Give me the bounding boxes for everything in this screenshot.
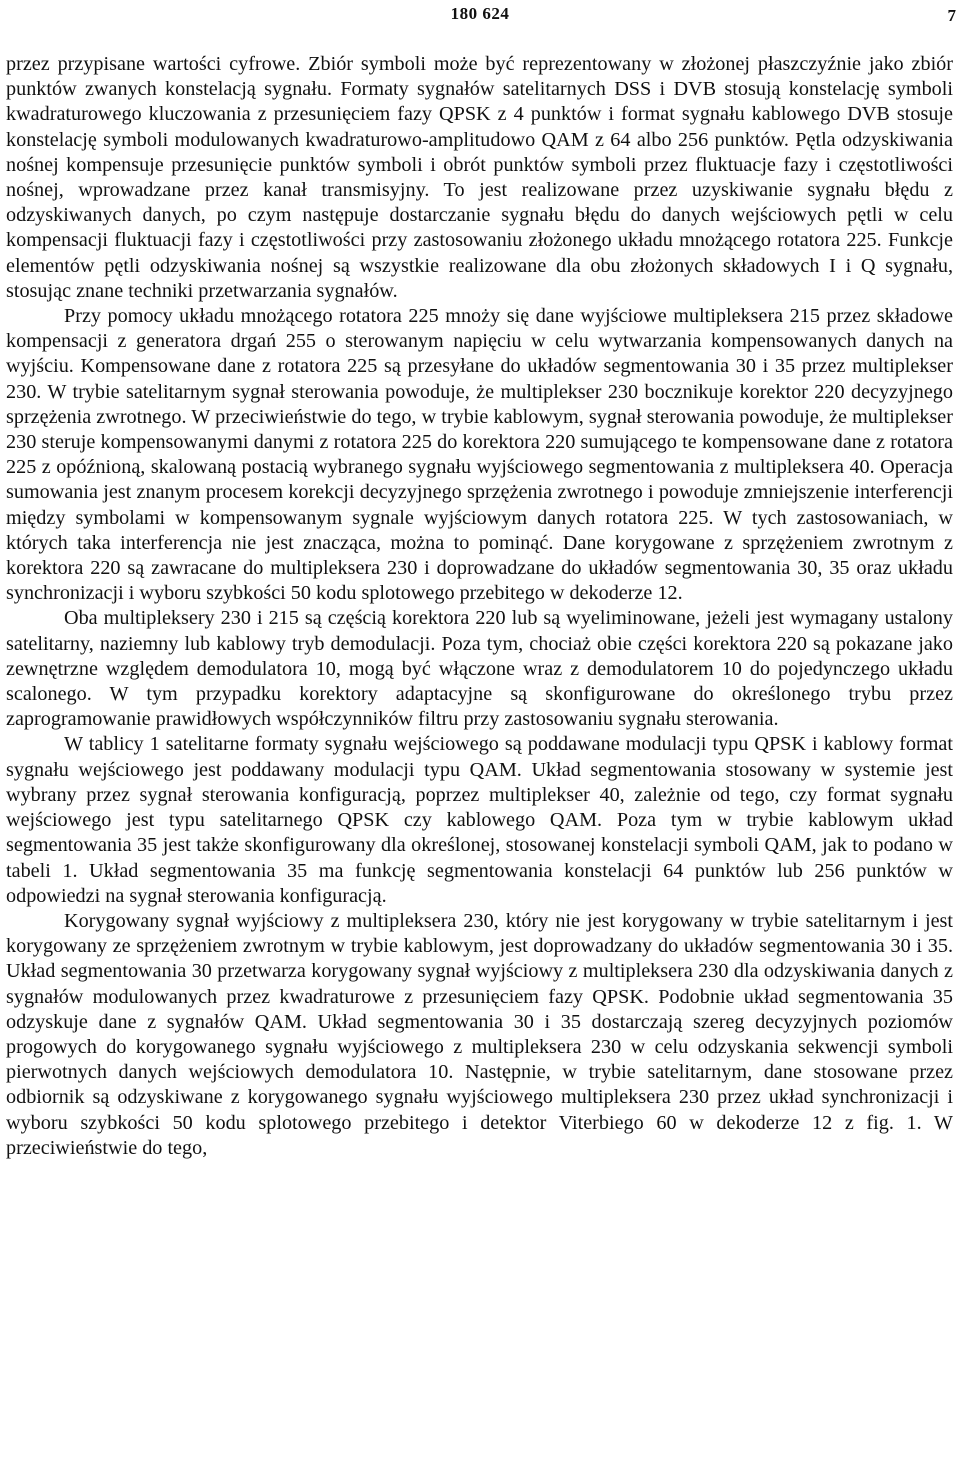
page-header: [0, 0, 960, 30]
paragraph-4: W tablicy 1 satelitarne formaty sygnału wejściowego są poddawane modulacji typu QPSK i kablowy format sygnału wejściowego jest poddawany modulacji typu QAM. Układ segmentowania stosowany w systemie jest wybrany przez sygnał sterowania konfiguracją, poprzez multiplekser 40, zależnie od tego, czy format sygnału wejściowego jest typu satelitarnego QPSK czy kablowego QAM. Poza tym w trybie kablowym układ segmentowania 35 jest także skonfigurowany dla określonej, stosowanej konstelacji symboli QAM, jak to podano w tabeli 1. Układ segmentowania 35 ma funkcję segmentowania konstelacji 64 punktów lub 256 punktów w odpowiedzi na sygnał sterowania konfiguracją.: [6, 733, 953, 907]
patent-number: 180 624: [450, 4, 510, 23]
paragraph-5: Korygowany sygnał wyjściowy z multipleksera 230, który nie jest korygowany w trybie satelitarnym i jest korygowany ze sprzężeniem zwrotnym w trybie kablowym, jest doprowadzany do układów segmentowania 30 i 35. Układ segmentowania 30 przetwarza korygowany sygnał wyjściowy z multipleksera 230 dla odzyskiwania danych z sygnałów modulowanych przez kwadraturowe z przesunięciem fazy QPSK. Podobnie układ segmentowania 35 odzyskuje dane z sygnałów QAM. Układ segmentowania 30 i 35 dostarczają szereg decyzyjnych poziomów progowych do korygowanego sygnału wyjściowego z multipleksera 230 w celu odzyskania sekwencji symboli pierwotnych danych wejściowych demodulatora 10. Następnie, w trybie satelitarnym, dane stosowane przez odbiornik są odzyskiwane z korygowanego sygnału wyjściowego multipleksera 230 przez układ synchronizacji i wyboru szybkości 50 kodu splotowego przebitego i detektor Viterbiego 60 w dekoderze 12 z fig. 1. W przeciwieństwie do tego,: [6, 909, 953, 1159]
paragraph-3: Oba multipleksery 230 i 215 są częścią korektora 220 lub są wyeliminowane, jeżeli jest wymagany ustalony satelitarny, naziemny lub kablowy tryb demodulacji. Poza tym, chociaż obie części korektora 220 są pokazane jako zewnętrzne względem demodulatora 10, mogą być włączone wraz z demodulatorem 10 do pojedynczego układu scalonego. W tym przypadku korektory adaptacyjne są skonfigurowane do określonego trybu przez zaprogramowanie prawidłowych współczynników filtru przy zastosowaniu sygnału sterowania.: [6, 607, 953, 731]
paragraph-1: przez przypisane wartości cyfrowe. Zbiór symboli może być reprezentowany w złożonej płaszczyźnie jako zbiór punktów zwanych konstelacją sygnału. Formaty sygnałów satelitarnych DSS i DVB stosują konstelację symboli kwadraturowego kluczowania z przesunięciem fazy QPSK z 4 punktów i format sygnału kablowego DVB stosuje konstelację symboli modulowanych kwadraturowo-amplitudowo QAM z 64 albo 256 punktów. Pętla odzyskiwania nośnej kompensuje przesunięcie punktów symboli i obrót punktów symboli przez fluktuacje fazy i częstotliwości nośnej, wprowadzane przez kanał transmisyjny. To jest realizowane przez uzyskiwanie sygnału błędu z odzyskiwanych danych, po czym następuje dostarczanie sygnału błędu do danych wejściowych pętli w celu kompensacji fluktuacji fazy i częstotliwości przy zastosowaniu złożonego układu mnożącego rotatora 225. Funkcje elementów pętli odzyskiwania nośnej są wszystkie realizowane dla obu złożonych składowych I i Q sygnału, stosując znane techniki przetwarzania sygnałów.: [6, 53, 953, 302]
page-number: 7: [947, 6, 956, 25]
paragraph-2: Przy pomocy układu mnożącego rotatora 225 mnoży się dane wyjściowe multipleksera 215 przez składowe kompensacji z generatora drgań 255 o sterowanym napięciu w celu wytwarzania kompensowanych danych na wyjściu. Kompensowane dane z rotatora 225 są przesyłane do układów segmentowania 30 i 35 przez multiplekser 230. W trybie satelitarnym sygnał sterowania powoduje, że multiplekser 230 bocznikuje korektor 220 decyzyjnego sprzężenia zwrotnego. W przeciwieństwie do tego, w trybie kablowym, sygnał sterowania powoduje, że multiplekser 230 steruje kompensowanymi danymi z rotatora 225 do korektora 220 sumującego te kompensowane dane z rotatora 225 z opóźnioną, skalowaną postacią wybranego sygnału wyjściowego segmentowania z multipleksera 40. Operacja sumowania jest znanym procesem korekcji decyzyjnego sprzężenia zwrotnego i powoduje zmniejszenie interferencji między symbolami w kompensowanym sygnale wyjściowym danych rotatora 225. W tych zastosowaniach, w których taka interferencja nie jest znacząca, można to pominąć. Dane korygowane z sprzężeniem zwrotnym z korektora 220 są zawracane do multipleksera 230 i doprowadzane do układów segmentowania 30, 35 oraz układu synchronizacji i wyboru szybkości 50 kodu splotowego przebitego w dekoderze 12.: [6, 305, 953, 605]
body-text: [6, 52, 953, 1161]
